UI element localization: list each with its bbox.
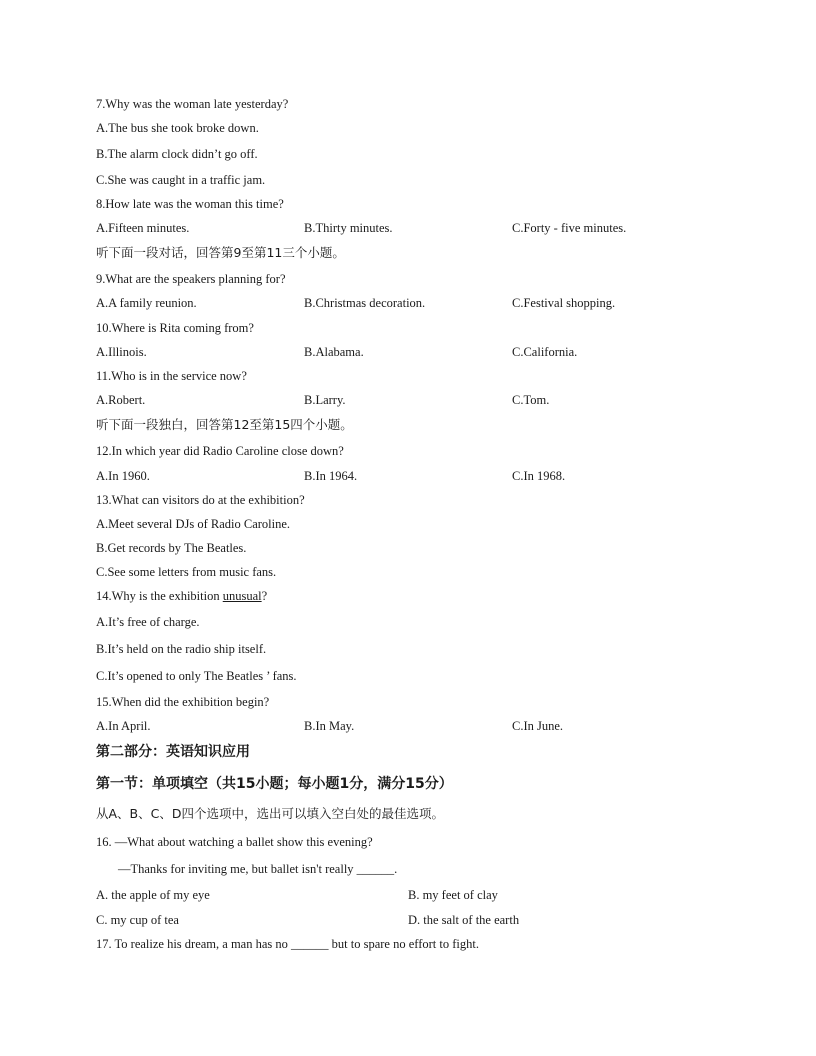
question-17-stem: 17. To realize his dream, a man has no ______ but to spare no effort to fight. [96, 937, 479, 951]
question-16-option-c: C. my cup of tea [96, 913, 179, 927]
question-11-stem: 11.Who is in the service now? [96, 369, 247, 383]
question-14-option-c: C.It’s opened to only The Beatles ’ fans. [96, 669, 297, 683]
question-14-stem-end: ? [261, 589, 268, 603]
question-12-option-a: A.In 1960. [96, 469, 150, 483]
question-16-option-b: B. my feet of clay [408, 888, 498, 902]
question-8-options [96, 220, 736, 236]
question-16-options-row-1 [96, 887, 736, 903]
question-7-option-a: A.The bus she took broke down. [96, 121, 259, 135]
question-13-option-b: B.Get records by The Beatles. [96, 541, 247, 555]
question-10-option-c: C.California. [512, 345, 578, 359]
question-15-stem: 15.When did the exhibition begin? [96, 695, 270, 709]
question-16-line-1: 16. —What about watching a ballet show this evening? [96, 835, 373, 849]
question-14-stem [96, 588, 267, 604]
part-2-title: 第二部分：英语知识应用 [96, 744, 250, 760]
question-9-stem: 9.What are the speakers planning for? [96, 272, 286, 286]
question-14-option-b: B.It’s held on the radio ship itself. [96, 642, 267, 656]
listening-instruction-9-11: 听下面一段对话，回答第9至第11三个小题。 [96, 245, 345, 260]
question-16-option-a: A. the apple of my eye [96, 888, 210, 902]
question-15-option-c: C.In June. [512, 719, 564, 733]
section-1-title: 第一节：单项填空（共15小题；每小题1分，满分15分） [96, 776, 453, 792]
question-11-option-b: B.Larry. [304, 393, 346, 407]
question-8-option-a: A.Fifteen minutes. [96, 221, 190, 235]
question-14-option-a: A.It’s free of charge. [96, 615, 200, 629]
question-12-stem: 12.In which year did Radio Caroline close down? [96, 444, 344, 458]
section-1-instruction: 从A、B、C、D四个选项中，选出可以填入空白处的最佳选项。 [96, 806, 444, 821]
listening-instruction-12-15: 听下面一段独白，回答第12至第15四个小题。 [96, 417, 353, 432]
question-16-line-2: —Thanks for inviting me, but ballet isn't really ______. [118, 862, 398, 876]
question-7-option-c: C.She was caught in a traffic jam. [96, 173, 266, 187]
question-12-option-c: C.In 1968. [512, 469, 566, 483]
question-10-option-b: B.Alabama. [304, 345, 364, 359]
question-8-stem: 8.How late was the woman this time? [96, 197, 284, 211]
question-10-option-a: A.Illinois. [96, 345, 147, 359]
question-13-option-a: A.Meet several DJs of Radio Caroline. [96, 517, 291, 531]
question-7-stem: 7.Why was the woman late yesterday? [96, 97, 289, 111]
question-9-option-c: C.Festival shopping. [512, 296, 616, 310]
question-14-stem-text: 14.Why is the exhibition [96, 589, 223, 603]
question-12-option-b: B.In 1964. [304, 469, 358, 483]
question-11-options [96, 392, 736, 408]
question-15-option-a: A.In April. [96, 719, 151, 733]
question-8-option-c: C.Forty - five minutes. [512, 221, 627, 235]
question-8-option-b: B.Thirty minutes. [304, 221, 393, 235]
question-15-option-b: B.In May. [304, 719, 355, 733]
question-9-option-a: A.A family reunion. [96, 296, 197, 310]
question-7-option-b: B.The alarm clock didn’t go off. [96, 147, 258, 161]
question-10-options [96, 344, 736, 360]
question-11-option-c: C.Tom. [512, 393, 550, 407]
question-9-option-b: B.Christmas decoration. [304, 296, 426, 310]
question-11-option-a: A.Robert. [96, 393, 146, 407]
question-16-options-row-2 [96, 912, 736, 928]
question-16-option-d: D. the salt of the earth [408, 913, 520, 927]
question-13-option-c: C.See some letters from music fans. [96, 565, 277, 579]
question-13-stem: 13.What can visitors do at the exhibition? [96, 493, 305, 507]
question-12-options [96, 468, 736, 484]
question-10-stem: 10.Where is Rita coming from? [96, 321, 254, 335]
question-9-options [96, 295, 736, 311]
question-14-underlined-word: unusual [222, 589, 262, 603]
question-15-options [96, 718, 736, 734]
